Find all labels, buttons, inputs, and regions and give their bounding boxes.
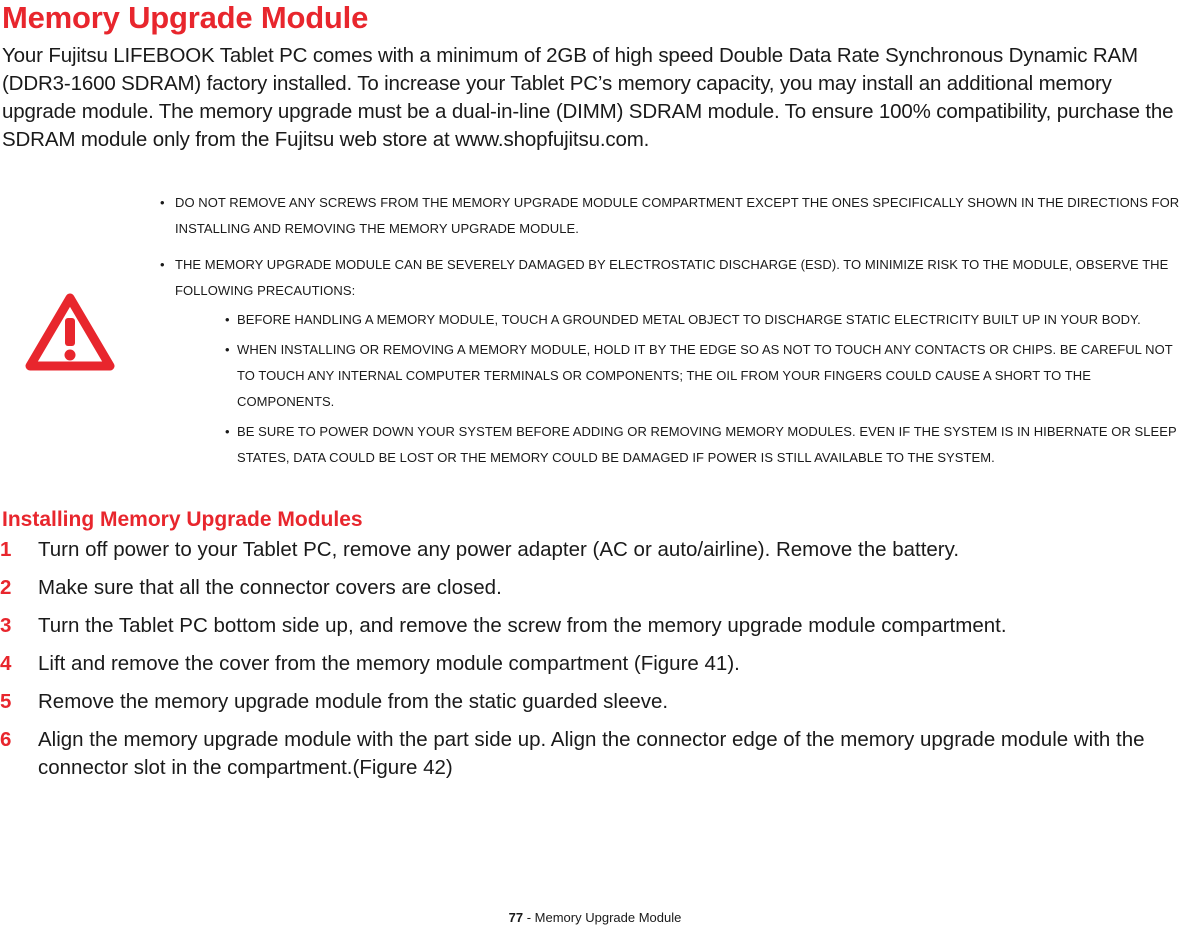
page-title: Memory Upgrade Module — [2, 0, 369, 35]
step-text: Turn off power to your Tablet PC, remove any power adapter (AC or auto/airline). Remove the battery. — [38, 538, 960, 561]
step-number: 3 — [0, 614, 12, 637]
step-text: Lift and remove the cover from the memory module compartment (Figure 41). — [38, 652, 740, 675]
footer-label: - Memory Upgrade Module — [523, 910, 682, 925]
step-number: 1 — [0, 538, 12, 561]
precaution-item — [225, 307, 1185, 333]
precaution-text: WHEN INSTALLING OR REMOVING A MEMORY MODULE, HOLD IT BY THE EDGE SO AS NOT TO TOUCH ANY CONTACTS OR CHIPS. BE CAREFUL NOT TO TOUCH ANY INTERNAL COMPUTER TERMINALS OR COMPONENTS; THE OIL FROM YOUR FINGERS COULD CAUSE A SHORT TO THE COMPONENTS. — [237, 342, 1173, 409]
bullet: • — [160, 195, 165, 210]
precaution-item — [225, 337, 1185, 415]
step-text: Turn the Tablet PC bottom side up, and remove the screw from the memory upgrade module compartment. — [38, 614, 1007, 637]
precaution-text: BE SURE TO POWER DOWN YOUR SYSTEM BEFORE ADDING OR REMOVING MEMORY MODULES. EVEN IF THE SYSTEM IS IN HIBERNATE OR SLEEP STATES, DATA COULD BE LOST OR THE MEMORY COULD BE DAMAGED IF POWER IS STILL AVAILABLE TO THE SYSTEM. — [237, 424, 1177, 465]
bullet: • — [225, 342, 230, 357]
caution-block — [0, 190, 1190, 480]
caution-item — [160, 190, 1185, 242]
precautions-list — [175, 307, 1185, 471]
warning-icon — [24, 292, 116, 372]
section-heading: Installing Memory Upgrade Modules — [2, 508, 363, 531]
step-text: Remove the memory upgrade module from the static guarded sleeve. — [38, 690, 669, 713]
caution-list — [160, 190, 1185, 481]
steps-list — [0, 536, 1190, 792]
step-item — [0, 650, 1178, 678]
step-number: 2 — [0, 576, 12, 599]
step-item — [0, 612, 1178, 640]
bullet: • — [225, 312, 230, 327]
step-item — [0, 688, 1178, 716]
caution-text: THE MEMORY UPGRADE MODULE CAN BE SEVERELY DAMAGED BY ELECTROSTATIC DISCHARGE (ESD). TO MINIMIZE RISK TO THE MODULE, OBSERVE THE FOLLOWING PRECAUTIONS: — [175, 257, 1169, 298]
step-number: 6 — [0, 728, 12, 751]
precaution-text: BEFORE HANDLING A MEMORY MODULE, TOUCH A GROUNDED METAL OBJECT TO DISCHARGE STATIC ELECTRICITY BUILT UP IN YOUR BODY. — [237, 312, 1141, 327]
step-text: Make sure that all the connector covers are closed. — [38, 576, 502, 599]
caution-item — [160, 252, 1185, 471]
bullet: • — [160, 257, 165, 272]
precaution-item — [225, 419, 1185, 471]
step-item — [0, 726, 1178, 782]
step-text: Align the memory upgrade module with the part side up. Align the connector edge of the memory upgrade module with the connector slot in the compartment.(Figure 42) — [38, 728, 1145, 779]
page-footer — [0, 909, 1190, 927]
page-number: 77 — [508, 910, 524, 925]
intro-paragraph: Your Fujitsu LIFEBOOK Tablet PC comes with a minimum of 2GB of high speed Double Data Rate Synchronous Dynamic RAM (DDR3-1600 SDRAM) factory installed. To increase your Tablet PC’s memory capacity, you may install an additional memory upgrade module. The memory upgrade must be a dual-in-line (DIMM) SDRAM module. To ensure 100% compatibility, purchase the SDRAM module only from the Fujitsu web store at www.shopfujitsu.com. — [2, 44, 1174, 151]
caution-text: DO NOT REMOVE ANY SCREWS FROM THE MEMORY UPGRADE MODULE COMPARTMENT EXCEPT THE ONES SPECIFICALLY SHOWN IN THE DIRECTIONS FOR INSTALLING AND REMOVING THE MEMORY UPGRADE MODULE. — [175, 195, 1180, 236]
step-item — [0, 574, 1178, 602]
step-number: 4 — [0, 652, 12, 675]
bullet: • — [225, 424, 230, 439]
step-number: 5 — [0, 690, 12, 713]
step-item — [0, 536, 1178, 564]
